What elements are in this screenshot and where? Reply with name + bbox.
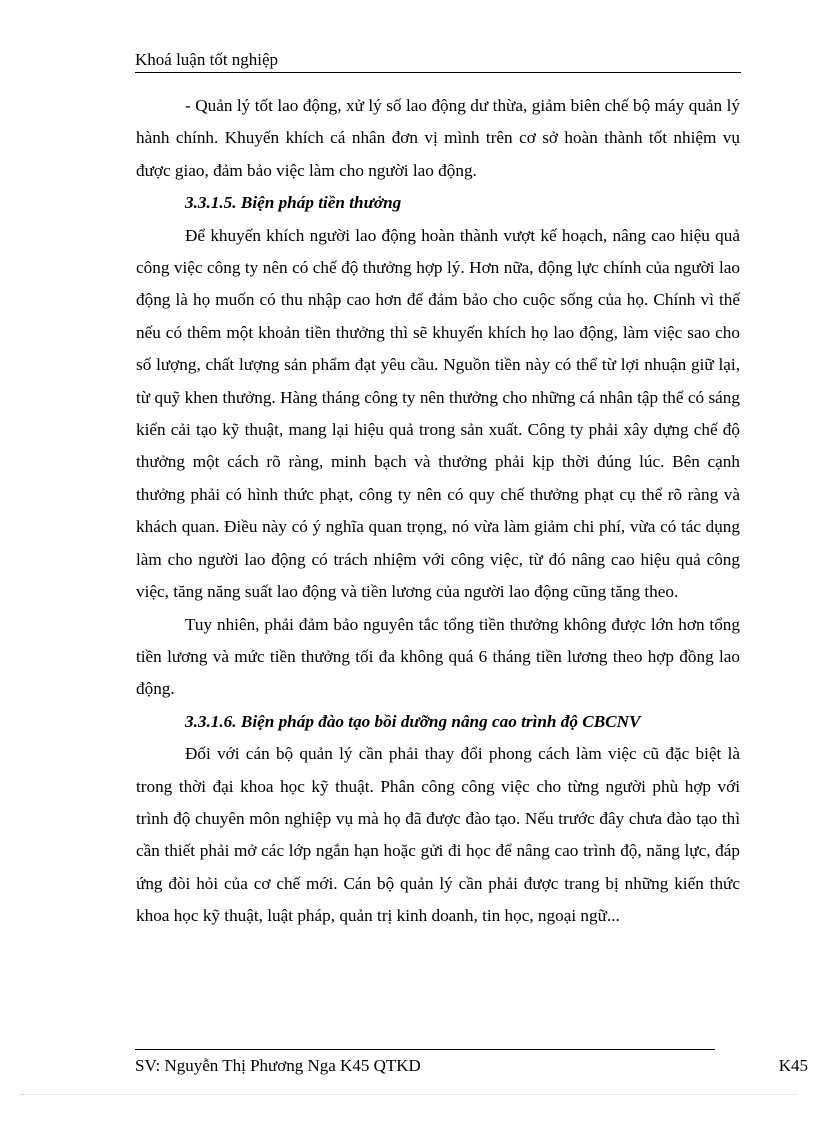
- paragraph-bonus-limit: Tuy nhiên, phải đảm bảo nguyên tắc tổng tiền thưởng không được lớn hơn tổng tiền lương và mức tiền thưởng tối đa không quá 6 tháng tiền lương theo hợp đồng lao động.: [136, 614, 740, 699]
- paragraph-labor-management: - Quản lý tốt lao động, xử lý số lao động dư thừa, giảm biên chế bộ máy quản lý hành chính. Khuyến khích cá nhân đơn vị mình trên cơ sở hoàn thành tốt nhiệm vụ được giao, đảm bảo việc làm cho người lao động.: [136, 96, 740, 180]
- footer-author: SV: Nguyễn Thị Phương Nga K45 QTKD: [135, 1056, 421, 1075]
- header-title: Khoá luận tốt nghiệp: [135, 50, 279, 69]
- document-body: [136, 90, 740, 933]
- page-header: [135, 50, 741, 73]
- section-heading-bonus: 3.3.1.5. Biện pháp tiền thưởng: [185, 193, 402, 213]
- paragraph-training: Đối với cán bộ quản lý cần phải thay đổi phong cách làm việc cũ đặc biệt là trong thời đại khoa học kỹ thuật. Phân công công việc cho từng người phù hợp với trình độ chuyên môn nghiệp vụ mà họ đã được đào tạo. Nếu trước đây chưa đào tạo thì cần thiết phải mở các lớp ngắn hạn hoặc gửi đi học để nâng cao trình độ, năng lực, đáp ứng đòi hỏi của cơ chế mới. Cán bộ quản lý cần phải được trang bị những kiến thức khoa học kỹ thuật, luật pháp, quản trị kinh doanh, tin học, ngoại ngữ...: [136, 744, 740, 926]
- page-edge-divider: [20, 1094, 796, 1095]
- paragraph-bonus-policy: Để khuyến khích người lao động hoàn thành vượt kế hoạch, nâng cao hiệu quả công việc công ty nên có chế độ thưởng hợp lý. Hơn nữa, động lực chính của người lao động là họ muốn có thu nhập cao hơn để đảm bảo cho cuộc sống của họ. Chính vì thế nếu có thêm một khoản tiền thưởng thì sẽ khuyến khích họ lao động, làm việc sao cho số lượng, chất lượng sản phẩm đạt yêu cầu. Nguồn tiền này có thể từ lợi nhuận giữ lại, từ quỹ khen thưởng. Hàng tháng công ty nên thưởng cho những cá nhân tập thể có sáng kiến cải tạo kỹ thuật, mang lại hiệu quả trong sản xuất. Công ty phải xây dựng chế độ thưởng một cách rõ ràng, minh bạch và thưởng phải kịp thời đúng lúc. Bên cạnh thưởng phải có hình thức phạt, công ty nên có quy chế thưởng phạt cụ thể rõ ràng và khách quan. Điều này có ý nghĩa quan trọng, nó vừa làm giảm chi phí, vừa có tác dụng làm cho người lao động có trách nhiệm với công việc, từ đó nâng cao hiệu quả công việc, tăng năng suất lao động và tiền lương của người lao động cũng tăng theo.: [136, 225, 740, 602]
- section-heading-training: 3.3.1.6. Biện pháp đào tạo bồi dưỡng nâng cao trình độ CBCNV: [185, 711, 641, 731]
- footer-code: K45: [778, 1056, 808, 1075]
- footer-divider: [135, 1049, 715, 1050]
